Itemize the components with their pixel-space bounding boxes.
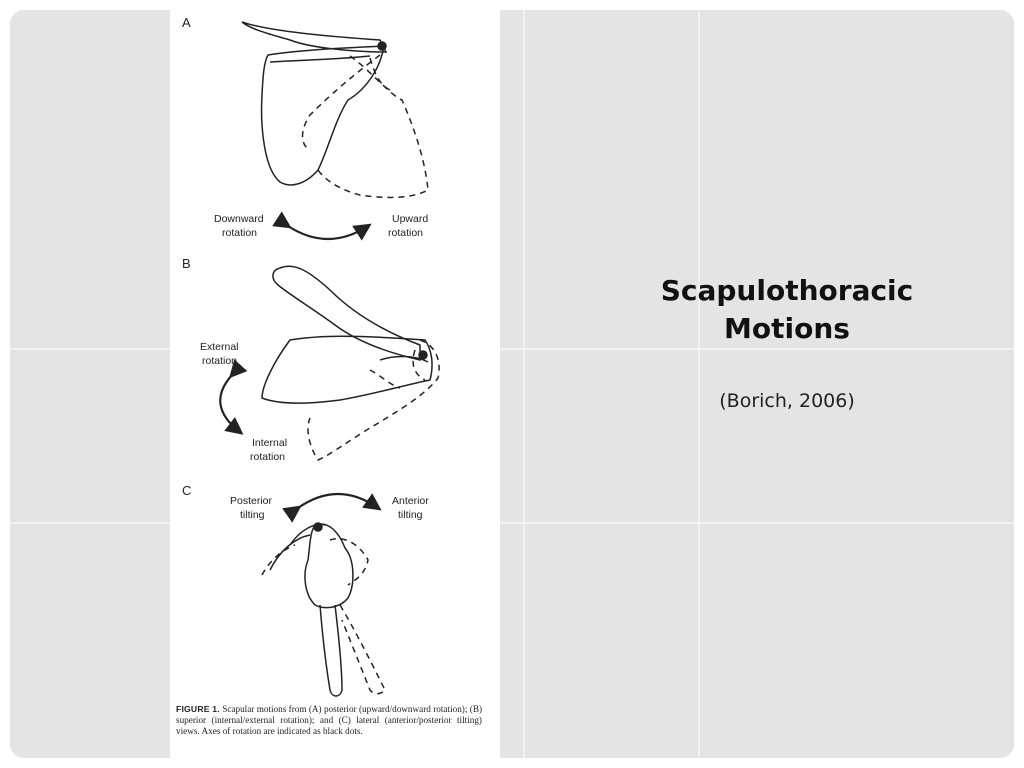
panel-b-letter: B — [182, 256, 191, 271]
label-upward-1: Upward — [392, 213, 429, 225]
panel-c-letter: C — [182, 483, 192, 498]
panel-c-scapula — [262, 523, 385, 696]
label-upward-2: rotation — [388, 227, 424, 239]
label-internal-1: Internal — [252, 437, 288, 449]
label-internal-2: rotation — [250, 451, 286, 463]
label-downward-1: Downward — [214, 213, 264, 225]
panel-a-letter: A — [182, 15, 191, 30]
slide-background — [10, 10, 1014, 758]
citation: (Borich, 2006) — [719, 390, 855, 412]
label-external-1: External — [200, 341, 239, 353]
caption-label: FIGURE 1. — [176, 704, 220, 714]
grid-divider — [698, 10, 700, 758]
grid-divider — [523, 10, 525, 758]
scapula-figure — [170, 0, 500, 760]
figure-caption — [176, 704, 482, 737]
label-posterior-1: Posterior — [230, 495, 273, 507]
rotation-arrow-b — [220, 375, 240, 432]
caption-text: Scapular motions from (A) posterior (upward/downward rotation); (B) superior (internal/external rotation); and (C) lateral (anterior/posterior tilting) views. Axes of rotation are indicated as black dots. — [176, 704, 483, 736]
label-anterior-2: tilting — [398, 509, 423, 521]
label-downward-2: rotation — [222, 227, 258, 239]
grid-divider — [10, 522, 1014, 524]
label-anterior-1: Anterior — [392, 495, 429, 507]
panel-b-scapula — [262, 266, 439, 460]
grid-divider — [10, 348, 1014, 350]
slide-title-line2: Motions — [724, 312, 850, 345]
panel-a-scapula — [242, 22, 428, 197]
label-external-2: rotation — [202, 355, 238, 367]
scapula-diagram — [170, 0, 500, 760]
tilting-arrow-c — [298, 494, 378, 508]
slide-title — [610, 272, 964, 348]
rotation-arrow-a — [288, 226, 368, 239]
slide-title-line1: Scapulothoracic — [660, 274, 914, 307]
label-posterior-2: tilting — [240, 509, 265, 521]
